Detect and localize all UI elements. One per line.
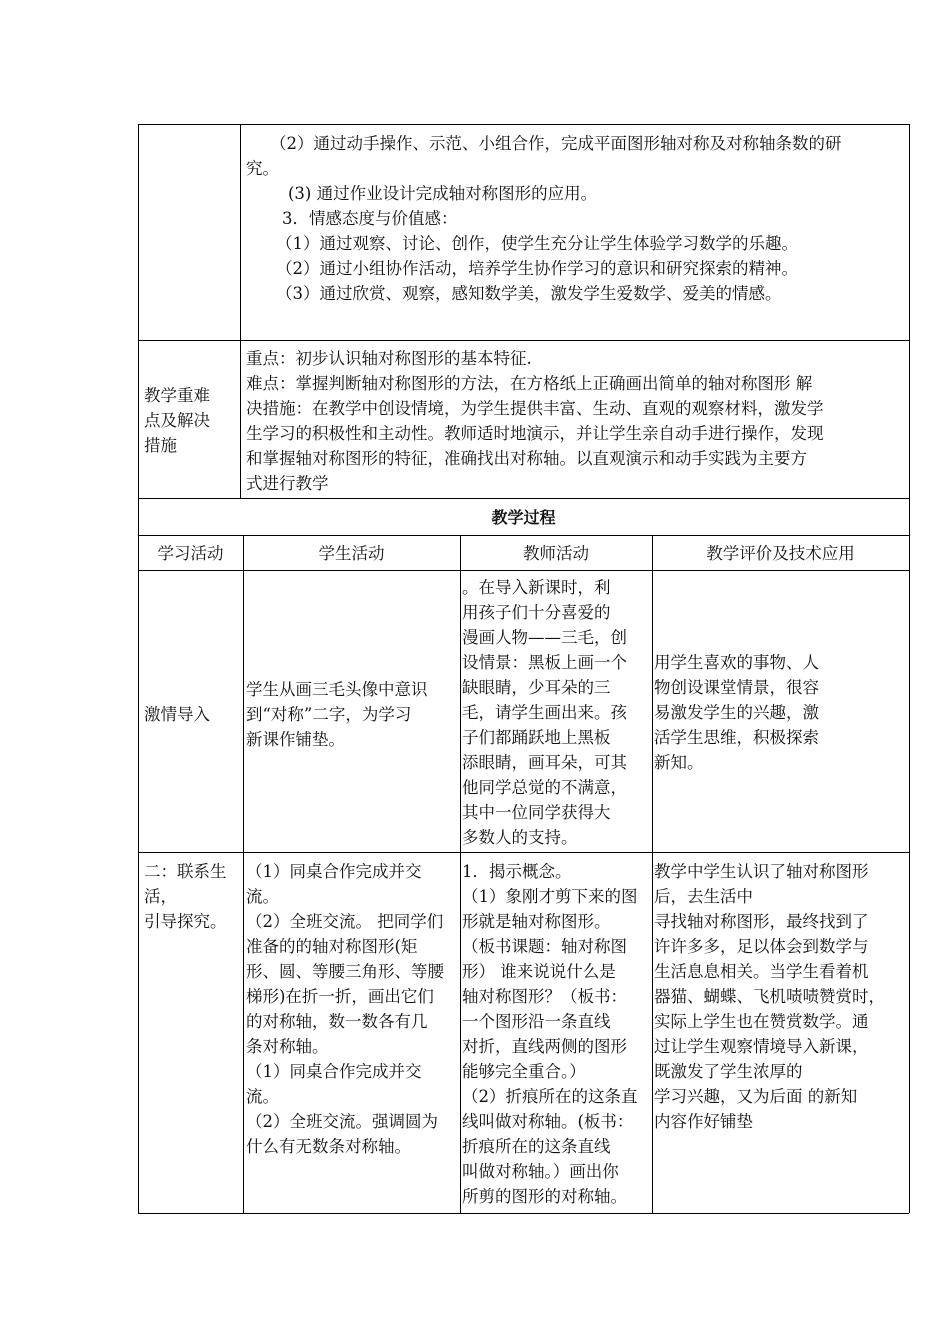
- row2-teacher-line: 折痕所在的这条直线: [462, 1137, 611, 1156]
- row2-teacher-line: 对折，直线两侧的图形: [462, 1037, 627, 1056]
- key-points-content: [246, 346, 906, 496]
- objective-line: 3．情感态度与价值感：: [282, 209, 458, 228]
- row2-student-line: 梯形)在折一折，画出它们: [246, 987, 434, 1006]
- objectives-cell: [246, 131, 906, 306]
- row2-eval-line: 实际上学生也在赞赏数学。通: [654, 1012, 869, 1031]
- row2-eval-line: 后，去生活中: [654, 887, 753, 906]
- row2-teacher-line: 形） 谁来说说什么是: [462, 962, 616, 981]
- row2-teacher: [462, 859, 652, 1209]
- key-points-line: 式进行教学: [246, 474, 329, 493]
- row1-evaluation: [654, 650, 908, 775]
- row2-student-line: 准备的的轴对称图形(矩: [246, 937, 418, 956]
- row2-teacher-line: （板书课题：轴对称图: [462, 937, 627, 956]
- key-points-label-line: 教学重难: [144, 386, 210, 405]
- row2-teacher-line: 形就是轴对称图形。: [462, 912, 611, 931]
- table-line: [138, 124, 909, 125]
- row2-activity-line: 引导探究。: [144, 912, 227, 931]
- row1-activity: 激情导入: [144, 705, 210, 724]
- row1-student-line: 新课作铺垫。: [246, 730, 345, 749]
- row2-activity-line: 二：联系生: [144, 862, 227, 881]
- key-points-line: 和掌握轴对称图形的特征，准确找出对称轴。以直观演示和动手实践为主要方: [246, 449, 807, 468]
- row2-teacher-line: 1．揭示概念。: [462, 862, 572, 881]
- row2-teacher-line: 一个图形沿一条直线: [462, 1012, 611, 1031]
- row1-teacher-line: 设情景：黑板上画一个: [462, 653, 627, 672]
- row1-eval-line: 新知。: [654, 753, 704, 772]
- header-activity: 学习活动: [157, 544, 224, 563]
- row2-student-line: 流。: [246, 887, 279, 906]
- row2-activity-line: 活，: [144, 887, 177, 906]
- header-evaluation: 教学评价及技术应用: [706, 544, 855, 563]
- row2-student-line: （1）同桌合作完成并交: [246, 862, 422, 881]
- table-line: [460, 535, 461, 1213]
- row1-student: [246, 677, 458, 752]
- row2-teacher-line: 能够完全重合。）: [462, 1062, 586, 1081]
- row2-eval-line: 器猫、蝴蝶、飞机啧啧赞赏时，: [654, 987, 885, 1006]
- key-points-line: 生学习的积极性和主动性。教师适时地演示，并让学生亲自动手进行操作，发现: [246, 424, 824, 443]
- row1-eval-line: 活学生思维，积极探索: [654, 728, 819, 747]
- row1-student-line: 到“对称”二字，为学习: [246, 705, 412, 724]
- objective-line: （2）通过动手操作、示范、小组合作，完成平面图形轴对称及对称轴条数的研: [270, 134, 842, 153]
- row2-teacher-line: 线叫做对称轴。(板书：: [462, 1112, 634, 1131]
- key-points-label: [144, 383, 238, 458]
- row1-teacher-line: 缺眼睛，少耳朵的三: [462, 678, 611, 697]
- row1-teacher-line: 他同学总觉的不满意，: [462, 778, 627, 797]
- row1-teacher-line: 毛，请学生画出来。孩: [462, 703, 627, 722]
- row2-eval-line: 寻找轴对称图形，最终找到了: [654, 912, 869, 931]
- row2-teacher-line: （1）象刚才剪下来的图: [462, 887, 638, 906]
- row2-eval-line: 既激发了学生浓厚的: [654, 1062, 803, 1081]
- key-points-line: 重点：初步认识轴对称图形的基本特征.: [246, 349, 532, 368]
- row1-teacher-line: 漫画人物——三毛，创: [462, 628, 627, 647]
- table-line: [138, 124, 139, 1213]
- header-student: 学生活动: [318, 544, 385, 563]
- row2-student-line: 形、圆、等腰三角形、等腰: [246, 962, 444, 981]
- row2-student-line: 的对称轴，数一数各有几: [246, 1012, 428, 1031]
- table-line: [138, 1213, 909, 1214]
- row2-teacher-line: 所剪的图形的对称轴。: [462, 1187, 627, 1206]
- table-line: [909, 124, 910, 1213]
- row2-student-line: （2）全班交流。强调圆为: [246, 1112, 438, 1131]
- row2-teacher-line: 轴对称图形？（板书：: [462, 987, 627, 1006]
- row2-activity: [144, 859, 242, 934]
- table-line: [240, 124, 241, 498]
- table-line: [138, 535, 909, 536]
- table-line: [138, 340, 909, 341]
- row1-eval-line: 易激发学生的兴趣，激: [654, 703, 819, 722]
- table-line: [243, 535, 244, 1213]
- row2-eval-line: 教学中学生认识了轴对称图形: [654, 862, 869, 881]
- row1-teacher-line: 多数人的支持。: [462, 828, 578, 847]
- row2-student-line: 什么有无数条对称轴。: [246, 1137, 411, 1156]
- row1-teacher: [462, 575, 652, 850]
- header-teacher: 教师活动: [523, 544, 589, 563]
- objective-line: （3）通过欣赏、观察，感知数学美，激发学生爱数学、爱美的情感。: [276, 284, 782, 303]
- objective-line: （1）通过观察、讨论、创作，使学生充分让学生体验学习数学的乐趣。: [276, 234, 798, 253]
- table-line: [138, 570, 909, 571]
- row1-teacher-line: 其中一位同学获得大: [462, 803, 611, 822]
- row1-eval-line: 物创设课堂情景，很容: [654, 678, 819, 697]
- table-line: [138, 498, 909, 499]
- key-points-label-line: 点及解决: [144, 411, 210, 430]
- row2-student-line: （2）全班交流。 把同学们: [246, 912, 444, 931]
- row2-teacher-line: 叫做对称轴。）画出你: [462, 1162, 619, 1181]
- row2-student-line: 流。: [246, 1087, 279, 1106]
- row1-teacher-line: 用孩子们十分喜爱的: [462, 603, 611, 622]
- row2-eval-line: 过让学生观察情境导入新课，: [654, 1037, 869, 1056]
- row1-teacher-line: 。在导入新课时，利: [462, 578, 611, 597]
- row2-eval-line: 生活息息相关。当学生看着机: [654, 962, 869, 981]
- row2-eval-line: 学习兴趣，又为后面 的新知: [654, 1087, 858, 1106]
- row1-eval-line: 用学生喜欢的事物、人: [654, 653, 819, 672]
- key-points-line: 决措施：在教学中创设情境，为学生提供丰富、生动、直观的观察材料，激发学: [246, 399, 824, 418]
- row2-evaluation: [654, 859, 908, 1134]
- objective-line: （2）通过小组协作活动，培养学生协作学习的意识和研究探索的精神。: [276, 259, 798, 278]
- objective-line: (3) 通过作业设计完成轴对称图形的应用。: [288, 184, 598, 203]
- row2-teacher-line: （2）折痕所在的这条直: [462, 1087, 638, 1106]
- table-line: [138, 852, 909, 853]
- row2-eval-line: 内容作好铺垫: [654, 1112, 753, 1131]
- row1-teacher-line: 添眼睛，画耳朵，可其: [462, 753, 627, 772]
- objective-line: 究。: [246, 159, 279, 178]
- process-title: 教学过程: [491, 508, 556, 527]
- key-points-label-line: 措施: [144, 436, 177, 455]
- row1-student-line: 学生从画三毛头像中意识: [246, 680, 428, 699]
- row2-student-line: 条对称轴。: [246, 1037, 329, 1056]
- row1-teacher-line: 子们都踊跃地上黑板: [462, 728, 611, 747]
- row2-eval-line: 许许多多，足以体会到数学与: [654, 937, 869, 956]
- key-points-line: 难点：掌握判断轴对称图形的方法，在方格纸上正确画出简单的轴对称图形 解: [246, 374, 813, 393]
- row2-student-line: （1）同桌合作完成并交: [246, 1062, 422, 1081]
- row2-student: [246, 859, 458, 1159]
- table-line: [652, 535, 653, 1213]
